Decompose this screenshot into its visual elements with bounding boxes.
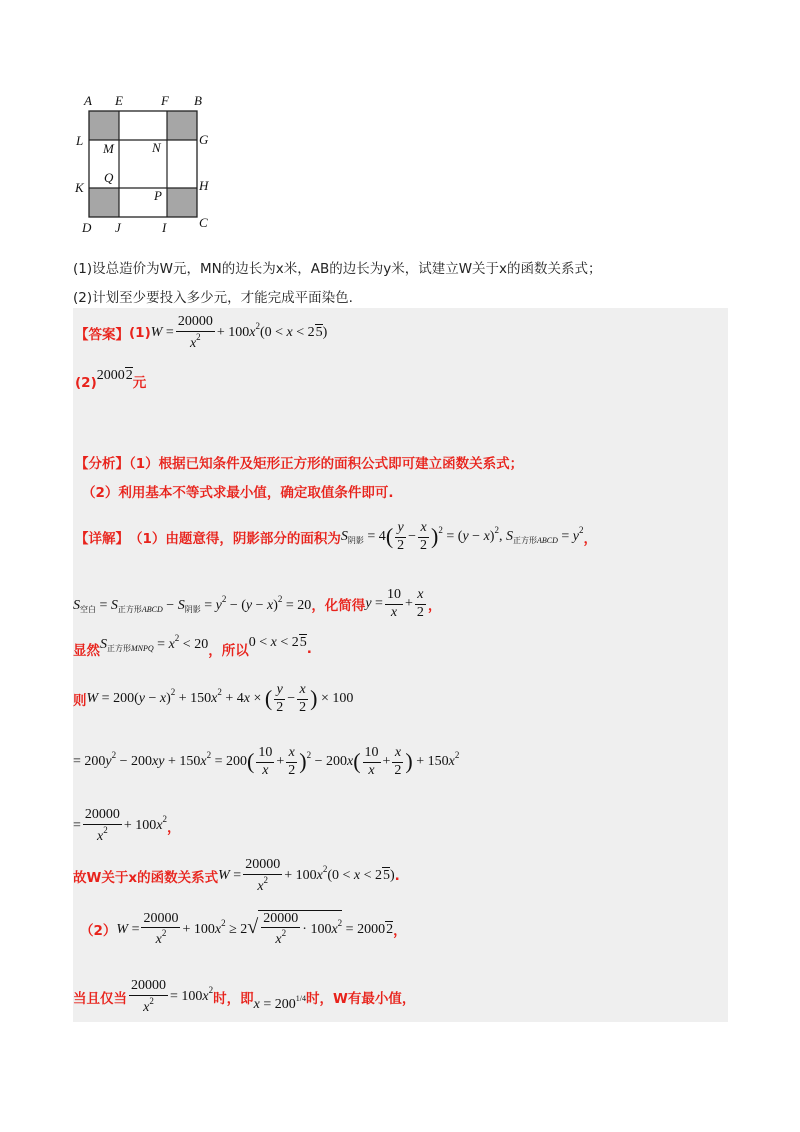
detail-formula-7: W = $\frac{20000}{x^2}$ + $100x^2(0 < x < 25)$ (218, 857, 395, 894)
detail-text-3a: 显然 (73, 643, 100, 659)
detail-text-3b: ，所以 (208, 643, 249, 659)
label-a: A (84, 93, 92, 108)
shaded-corner-bottom-left (89, 188, 119, 217)
label-h: H (199, 178, 209, 193)
answer-part2-value: 20002 (96, 368, 133, 383)
detail-line-5 (73, 741, 459, 783)
detail-line-1: 【详解】 （1）由题意得，阴影部分的面积为 $S_{阴影} = 4$( $\frac{y}{2}$ − $\frac{x}{2}$ )$^2 = (y - x)^2$, $S_{正方形ABCD} = y^2$ ， (75, 520, 597, 553)
detail-text-9a: 当且仅当 (73, 991, 127, 1007)
detail-formula-3b: 0 < x < 25 (248, 635, 307, 650)
label-e: E (115, 93, 123, 108)
answer-part2-unit: 元 (132, 375, 147, 391)
shaded-corner-top-right (167, 111, 197, 140)
detail-text-9c: 时，W有最小值， (305, 991, 416, 1007)
answer-part1-label: (1) (129, 325, 151, 341)
detail-line-7: 故W关于x的函数关系式 W = $\frac{20000}{x^2}$ + $100x^2(0 < x < 25)$ . (73, 857, 400, 894)
label-m: M (103, 141, 114, 156)
detail-label-8: （2） (80, 923, 117, 939)
detail-formula-4: $W = 200(y - x)^2 + 150x^2 + 4x$ × ( $\frac{y}{2}$ − $\frac{x}{2}$ ) × 100 (86, 682, 354, 715)
label-j: J (115, 220, 121, 235)
analysis-tag: 【分析】 (75, 456, 129, 472)
detail-text-2: ，化简得 (311, 598, 366, 614)
detail-line-3: 显然 $S_{正方形MNPQ} = x^2 < 20$ ，所以 0 < x < 25 . (73, 632, 312, 659)
detail-text-9b: 时，即 (213, 991, 254, 1007)
answer-line-2 (75, 368, 147, 391)
detail-formula-9b: $x = 200^{1/4}$ (253, 993, 306, 1012)
detail-formula-6: = $\frac{20000}{x^2}$ + $100x^2$ (73, 807, 168, 844)
label-f: F (161, 93, 169, 108)
label-g: G (199, 132, 209, 147)
shaded-corner-top-left (89, 111, 119, 140)
label-p: P (154, 188, 162, 203)
detail-formula-5: = $200y^2 - 200xy + 150x^2 = 200$( $\frac{10}{x}$ + $\frac{x}{2}$ )$^2$ − 200x( $\frac{10}{x}$ + $\frac{x}{2}$ ) + $150x^2$ (73, 745, 460, 778)
detail-text-1: （1）由题意得，阴影部分的面积为 (129, 531, 341, 547)
detail-formula-2b: y = $\frac{10}{x}$ + $\frac{x}{2}$ (365, 587, 424, 620)
label-n: N (152, 140, 161, 155)
detail-line-6: = $\frac{20000}{x^2}$ + $100x^2$ ， (73, 807, 181, 844)
analysis-text-2: （2）利用基本不等式求最小值，确定取值条件即可. (82, 485, 394, 501)
detail-text-7: 故W关于x的函数关系式 (73, 870, 219, 886)
answer-part1-formula: W = $\frac{20000}{x^2}$ + $100x^2(0 < x < 25)$ (150, 314, 328, 351)
answer-part2-label: (2) (75, 375, 97, 391)
analysis-line-2 (82, 481, 394, 501)
label-c: C (199, 215, 208, 230)
label-k: K (75, 180, 84, 195)
label-b: B (194, 93, 202, 108)
detail-tag: 【详解】 (75, 531, 129, 547)
shaded-corner-bottom-right (167, 188, 197, 217)
detail-line-2: $S_{空白} = S_{正方形ABCD} - S_{阴影} = y^2 - (y - x)^2 = 20$ ，化简得 y = $\frac{10}{x}$ + $\frac{x}{2}$ ， (73, 587, 442, 620)
detail-line-8: （2） W = $\frac{20000}{x^2}$ + $100x^2 \ge 2√$ $\frac{20000}{x^2}$ · $100x^2 = 20002$ ， (80, 910, 407, 947)
label-q: Q (104, 170, 114, 185)
detail-line-9 (73, 977, 415, 1017)
label-d: D (82, 220, 92, 235)
answer-line-1 (75, 316, 327, 350)
label-i: I (162, 220, 167, 235)
detail-formula-8: W = $\frac{20000}{x^2}$ + $100x^2 \ge 2√$ $\frac{20000}{x^2}$ · $100x^2 = 20002$ (116, 910, 394, 947)
analysis-line-1 (75, 452, 523, 472)
detail-formula-2: $S_{空白} = S_{正方形ABCD} - S_{阴影} = y^2 - (y - x)^2 = 20$ (73, 593, 312, 614)
detail-formula-9: $\frac{20000}{x^2}$ = $100x^2$ (131, 978, 214, 1015)
detail-line-4 (73, 678, 353, 720)
label-l: L (76, 133, 84, 148)
question-1: (1)设总造价为W元，MN的边长为x米，AB的边长为y米，试建立W关于x的函数关系式； (73, 261, 602, 277)
analysis-text-1: （1）根据已知条件及矩形正方形的面积公式即可建立函数关系式； (129, 456, 524, 472)
detail-formula-1: $S_{阴影} = 4$( $\frac{y}{2}$ − $\frac{x}{2}$ )$^2 = (y - x)^2$, $S_{正方形ABCD} = y^2$ (340, 520, 584, 553)
square-figure (70, 90, 220, 240)
answer-tag: 【答案】 (75, 327, 129, 343)
question-2: (2)计划至少要投入多少元，才能完成平面染色. (73, 290, 353, 306)
detail-text-4: 则 (73, 693, 87, 709)
detail-formula-3: $S_{正方形MNPQ} = x^2 < 20$ (100, 632, 209, 653)
